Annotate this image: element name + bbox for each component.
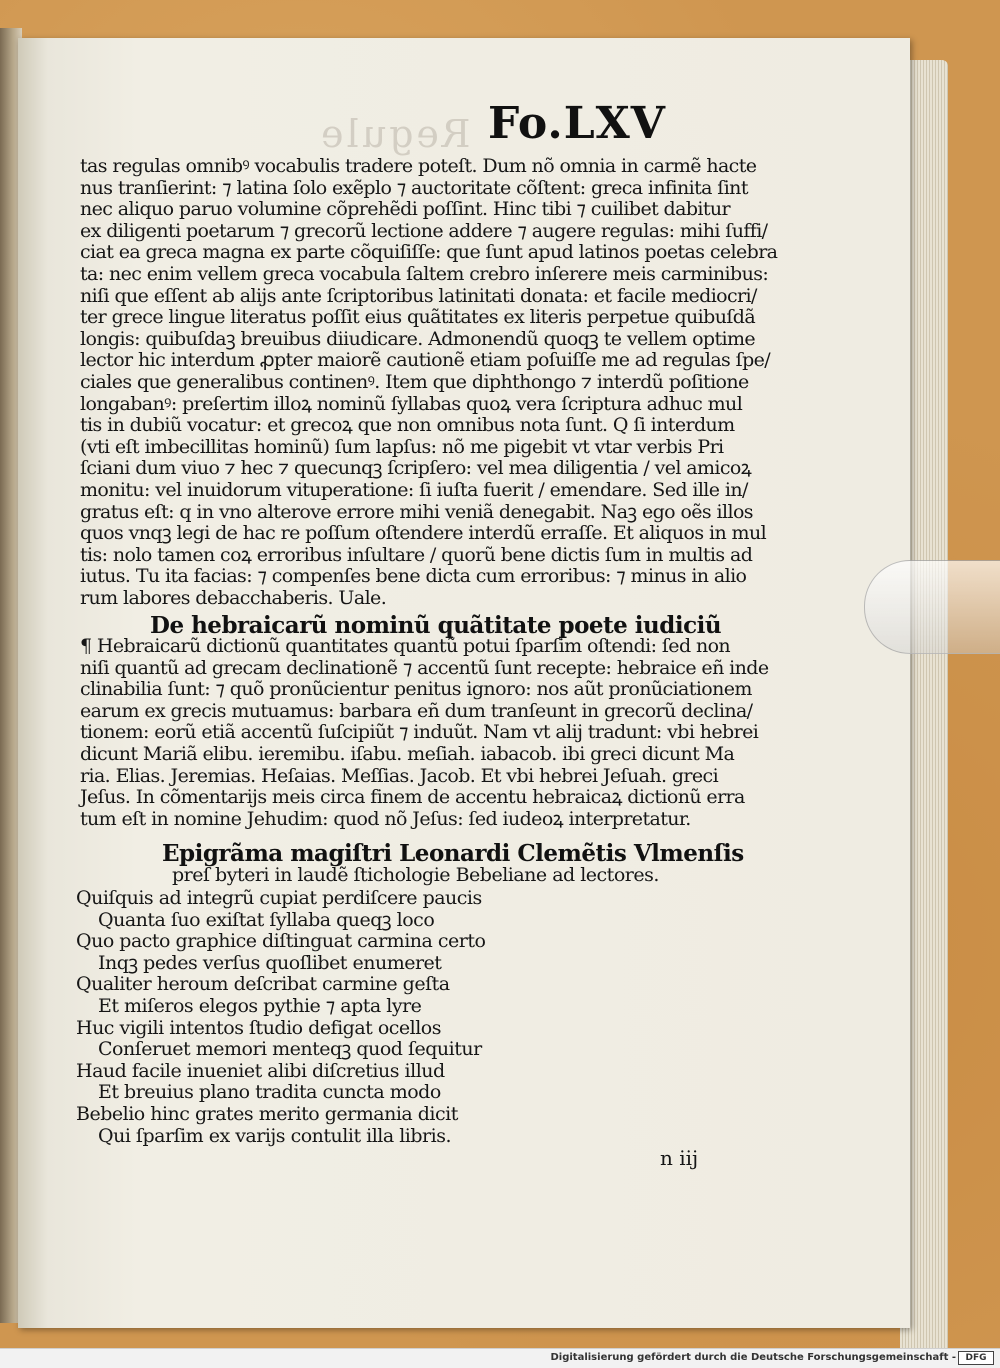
hebrew-paragraph [80, 635, 769, 830]
text-line: nec aliquo paruo volumine cõprehẽdi poſſint. Hinc tibi ⁊ cuilibet dabitur [80, 198, 731, 221]
text-line: gratus eſt: q in vno alterove errore mihi veniã denegabit. Naꝫ ego oẽs illos [80, 500, 753, 523]
poem-line: Quo pacto graphice diſtinguat carmina certo [76, 930, 486, 953]
text-line: rum labores debacchaberis. Uale. [80, 586, 387, 609]
text-line: earum ex grecis mutuamus: barbara eñ dum tranſeunt in grecorũ declina/ [80, 699, 753, 722]
folio-number: Fo.LXV [488, 98, 666, 149]
text-line: iutus. Tu ita facias: ⁊ compenſes bene dicta cum erroribus: ⁊ minus in alio [80, 565, 747, 588]
poem-line: Qualiter heroum deſcribat carmine geſta [76, 973, 450, 996]
text-line: ciat ea greca magna ex parte cõquiſiſſe: que ſunt apud latinos poetas celebra [80, 241, 778, 264]
text-line: ta: nec enim vellem greca vocabula ſaltem crebro inſerere meis carminibus: [80, 262, 769, 285]
text-line: (vti eſt imbecillitas hominũ) ſum lapſus: nõ me pigebit vt vtar verbis Pri [80, 435, 724, 458]
text-line: Jeſus. In cõmentarijs meis circa finem de accentu hebraicaꝝ dictionũ erra [80, 786, 745, 809]
epigram-heading: Epigrãma magiſtri Leonardi Clemẽtis Vlmenſis [162, 840, 744, 867]
text-line: ciales que generalibus continenꝰ. Item que diphthongo ⁊ interdũ poſitione [80, 370, 749, 393]
poem-line: Quanta ſuo exiſtat ſyllaba queqꝫ loco [98, 908, 435, 931]
text-line: tis: nolo tamen coꝝ erroribus inſultare / quorũ bene dictis ſum in multis ad [80, 543, 753, 566]
poem-line: Bebelio hinc grates merito germania dicit [76, 1102, 458, 1125]
dfg-logo: DFG [958, 1351, 994, 1365]
poem-line: Et miſeros elegos pythie ⁊ apta lyre [98, 994, 422, 1017]
poem-line: Quiſquis ad integrũ cupiat perdiſcere paucis [76, 887, 482, 909]
text-line: tis in dubiũ vocatur: et grecoꝝ que non omnibus nota ſunt. Q ſi interdum [80, 414, 735, 437]
text-line: dicunt Mariã elibu. ieremibu. iſabu. meſiah. iabacob. ibi greci dicunt Ma [80, 742, 735, 765]
text-line: clinabilia ſunt: ⁊ quõ pronũcientur penitus ignoro: nos aũt pronũciationem [80, 678, 752, 701]
text-line: ter grece lingue literatus poſſit eius quãtitates ex literis perpetue quibuſdã [80, 306, 756, 329]
text-line: lector hic interdum ꝓpter maiorẽ cautionẽ etiam poſuiſſe me ad regulas ſpe/ [80, 349, 771, 372]
poem-line: Qui ſparſim ex varijs contulit illa libris. [98, 1124, 451, 1147]
text-line: ¶ Hebraicarũ dictionũ quantitates quantũ potui ſparſim oſtendi: ſed non [80, 635, 731, 657]
text-line: tionem: eorũ etiã accentũ ſuſcipiũt ⁊ induũt. Nam vt alij tradunt: vbi hebrei [80, 721, 759, 744]
poem-line: Et breuius plano tradita cuncta modo [98, 1081, 441, 1104]
text-line: longis: quibuſdaꝫ breuibus diiudicare. Admonendũ quoqꝫ te vellem optime [80, 327, 756, 350]
text-line: ſciani dum viuo ⁊ hec ⁊ quecunqꝫ ſcripſero: vel mea diligentia / vel amicoꝝ [80, 457, 752, 480]
text-line: nus tranſierint: ⁊ latina ſolo exẽplo ⁊ auctoritate cõſtent: greca infinita ſint [80, 176, 748, 199]
text-line: tas regulas omnibꝰ vocabulis tradere poteſt. Dum nõ omnia in carmẽ hacte [80, 155, 757, 177]
poem-line: Conſeruet memori menteqꝫ quod ſequitur [98, 1038, 482, 1061]
epigram-subheading: preſ byteri in laudẽ ſtichologie Bebeliane ad lectores. [172, 864, 659, 886]
poem-line: Huc vigili intentos ſtudio defigat ocellos [76, 1016, 441, 1039]
section-heading-hebrew: De hebraicarũ nominũ quãtitate poete iudiciũ [150, 612, 722, 639]
text-line: quos vnqꝫ legi de hac re poſſum oſtendere interdũ erraſſe. Et aliquos in mul [80, 522, 767, 545]
text-line: ria. Elias. Jeremias. Heſaias. Meſſias. Jacob. Et vbi hebrei Jeſuah. greci [80, 764, 719, 787]
main-paragraph [80, 155, 778, 609]
footer-credit: Digitalisierung gefördert durch die Deutsche Forschungsgemeinschaft - [550, 1352, 956, 1363]
show-through-text: Regule [318, 112, 471, 156]
poem-line: Inqꝫ pedes verſus quoſlibet enumeret [98, 951, 442, 974]
epigram-poem [76, 888, 485, 1147]
text-line: ex diligenti poetarum ⁊ grecorũ lectione addere ⁊ augere regulas: mihi ſuffi/ [80, 219, 768, 242]
text-line: tum eſt in nomine Jehudim: quod nõ Jeſus: ſed iudeoꝝ interpretatur. [80, 807, 691, 830]
poem-line: Haud facile inueniet alibi diſcretius illud [76, 1059, 445, 1082]
text-line: niſi que eſſent ab alijs ante ſcriptoribus latinitati donata: et facile mediocri/ [80, 284, 757, 307]
signature-mark: n iij [660, 1146, 699, 1170]
text-line: longabanꝰ: preſertim illoꝝ nominũ ſyllabas quoꝝ vera ſcriptura adhuc mul [80, 392, 743, 415]
text-line: niſi quantũ ad grecam declinationẽ ⁊ accentũ ſunt recepte: hebraice eñ inde [80, 656, 769, 679]
text-line: monitu: vel inuidorum vituperatione: ſi iuſta fuerit / emendare. Sed ille in/ [80, 478, 748, 501]
page-clip [864, 560, 1000, 654]
